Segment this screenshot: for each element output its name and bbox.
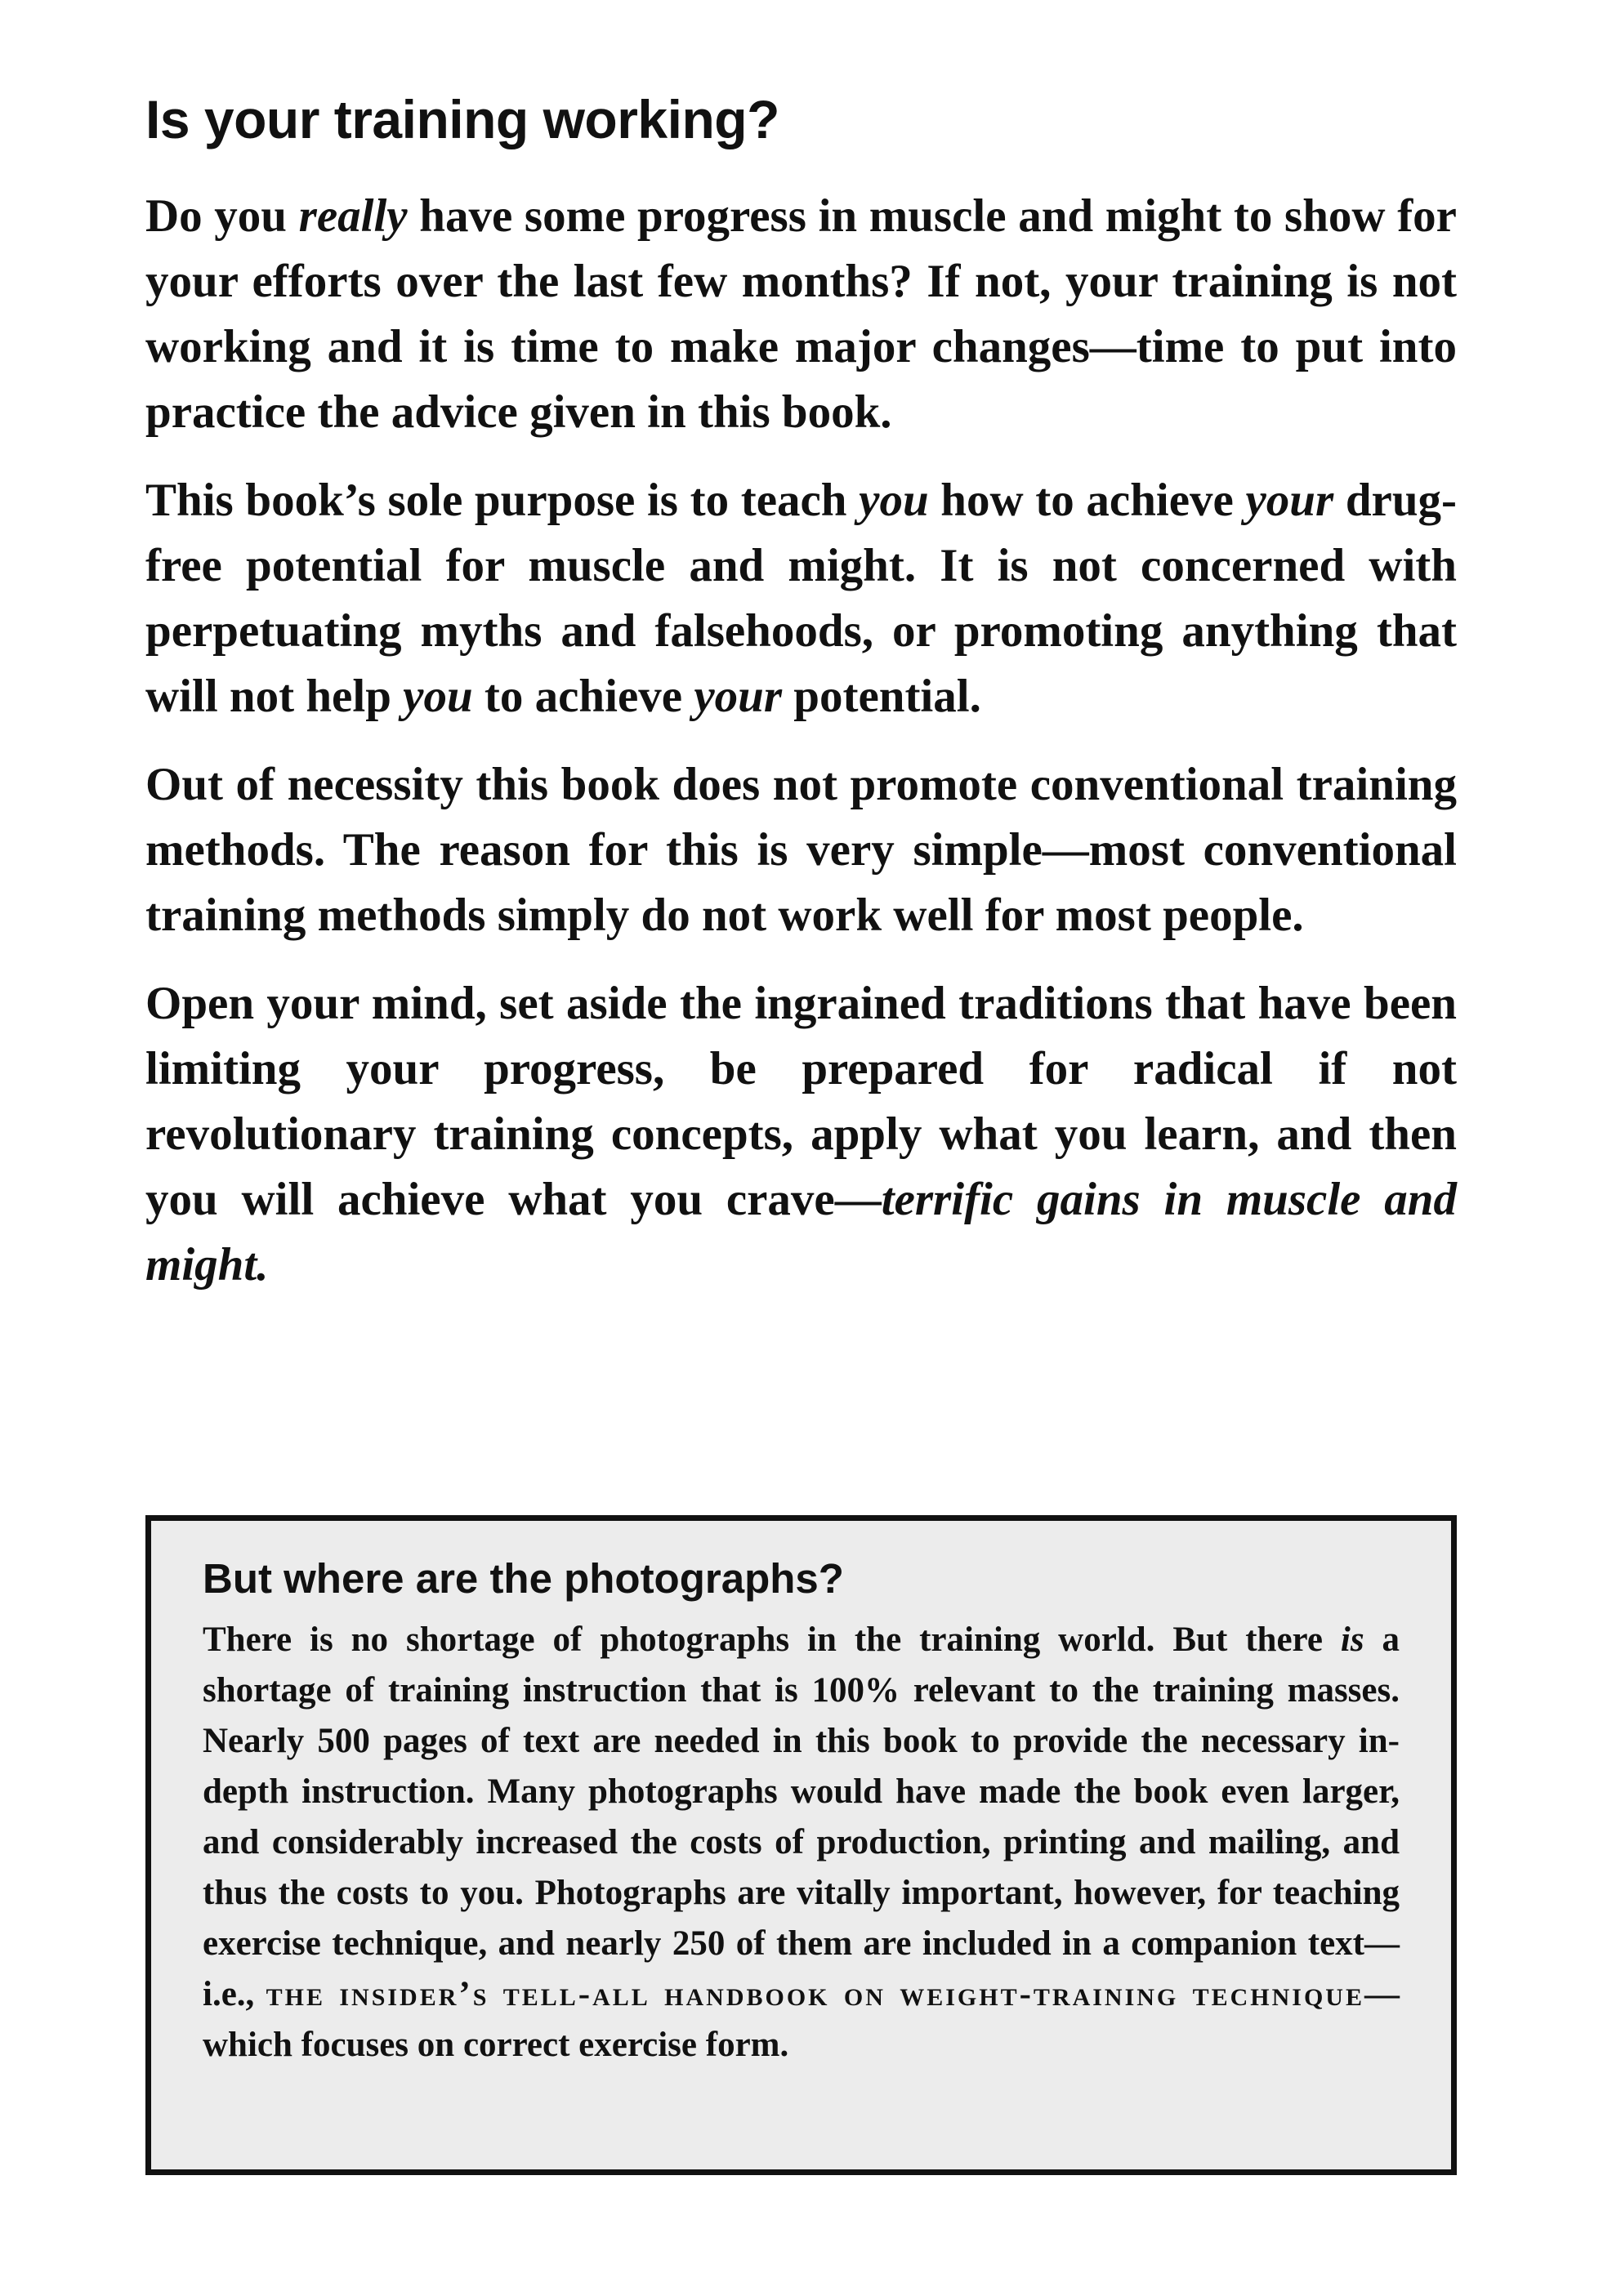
paragraph-3: Out of necessity this book does not promote conventional training methods. The reason for this is very simple—most conventional training methods simply do not work well for most people.: [145, 758, 1457, 941]
page-title: Is your training working?: [145, 89, 779, 149]
text-run: how to achieve: [928, 474, 1246, 526]
emphasis-text: really: [298, 189, 408, 242]
text-run: to achieve: [472, 670, 694, 722]
emphasis-text: terrific gains in muscle and might.: [145, 1173, 1457, 1291]
text-run: drug-free potential for muscle and might. It is not concerned with perpetuating myths and falsehoods, or promoting anything that will not help: [145, 474, 1458, 722]
text-run: There is no shortage of photographs in the training world. But there: [203, 1620, 1341, 1659]
paragraph-2: [145, 468, 1457, 729]
emphasis-text: is: [1340, 1620, 1364, 1659]
emphasis-text: you: [859, 474, 929, 526]
paragraph-4: [145, 971, 1457, 1298]
emphasis-text: your: [1245, 474, 1334, 526]
paragraph-1: [145, 184, 1457, 445]
emphasis-text: your: [694, 670, 783, 722]
sidebar-box-text: [203, 1615, 1400, 2071]
emphasis-text: you: [403, 670, 473, 722]
text-run: Open your mind, set aside the ingrained traditions that have been limiting your progress, be prepared for radical if not revolutionary training concepts, apply what you learn, and then you will achieve what you crave—: [145, 977, 1457, 1225]
sidebar-box-title: But where are the photographs?: [203, 1555, 844, 1602]
text-run: This book’s sole purpose is to teach: [145, 474, 860, 526]
text-run: Do you: [145, 189, 299, 242]
page-content: [145, 90, 1457, 1321]
book-title-small-caps: the insider’s tell-all handbook on weight-training technique: [266, 1974, 1364, 2013]
text-run: a shortage of training instruction that is 100% relevant to the training masses. Nearly 500 pages of text are needed in this book to provide the necessary in-depth instruction. Many photographs would have made the book even larger, and considerably increased the costs of production, printing and mailing, and thus the costs to you. Photographs are vitally important, however, for teaching exercise technique, and nearly 250 of them are included in a companion text—i.e.,: [203, 1620, 1400, 2013]
sidebar-box: [145, 1515, 1457, 2175]
text-run: —which focuses on correct exercise form.: [203, 1974, 1400, 2064]
text-run: potential.: [782, 670, 981, 722]
text-run: have some progress in muscle and might to show for your efforts over the last few months? If not, your training is not working and it is time to make major changes—time to put into practice the advice given in this book.: [145, 189, 1457, 438]
